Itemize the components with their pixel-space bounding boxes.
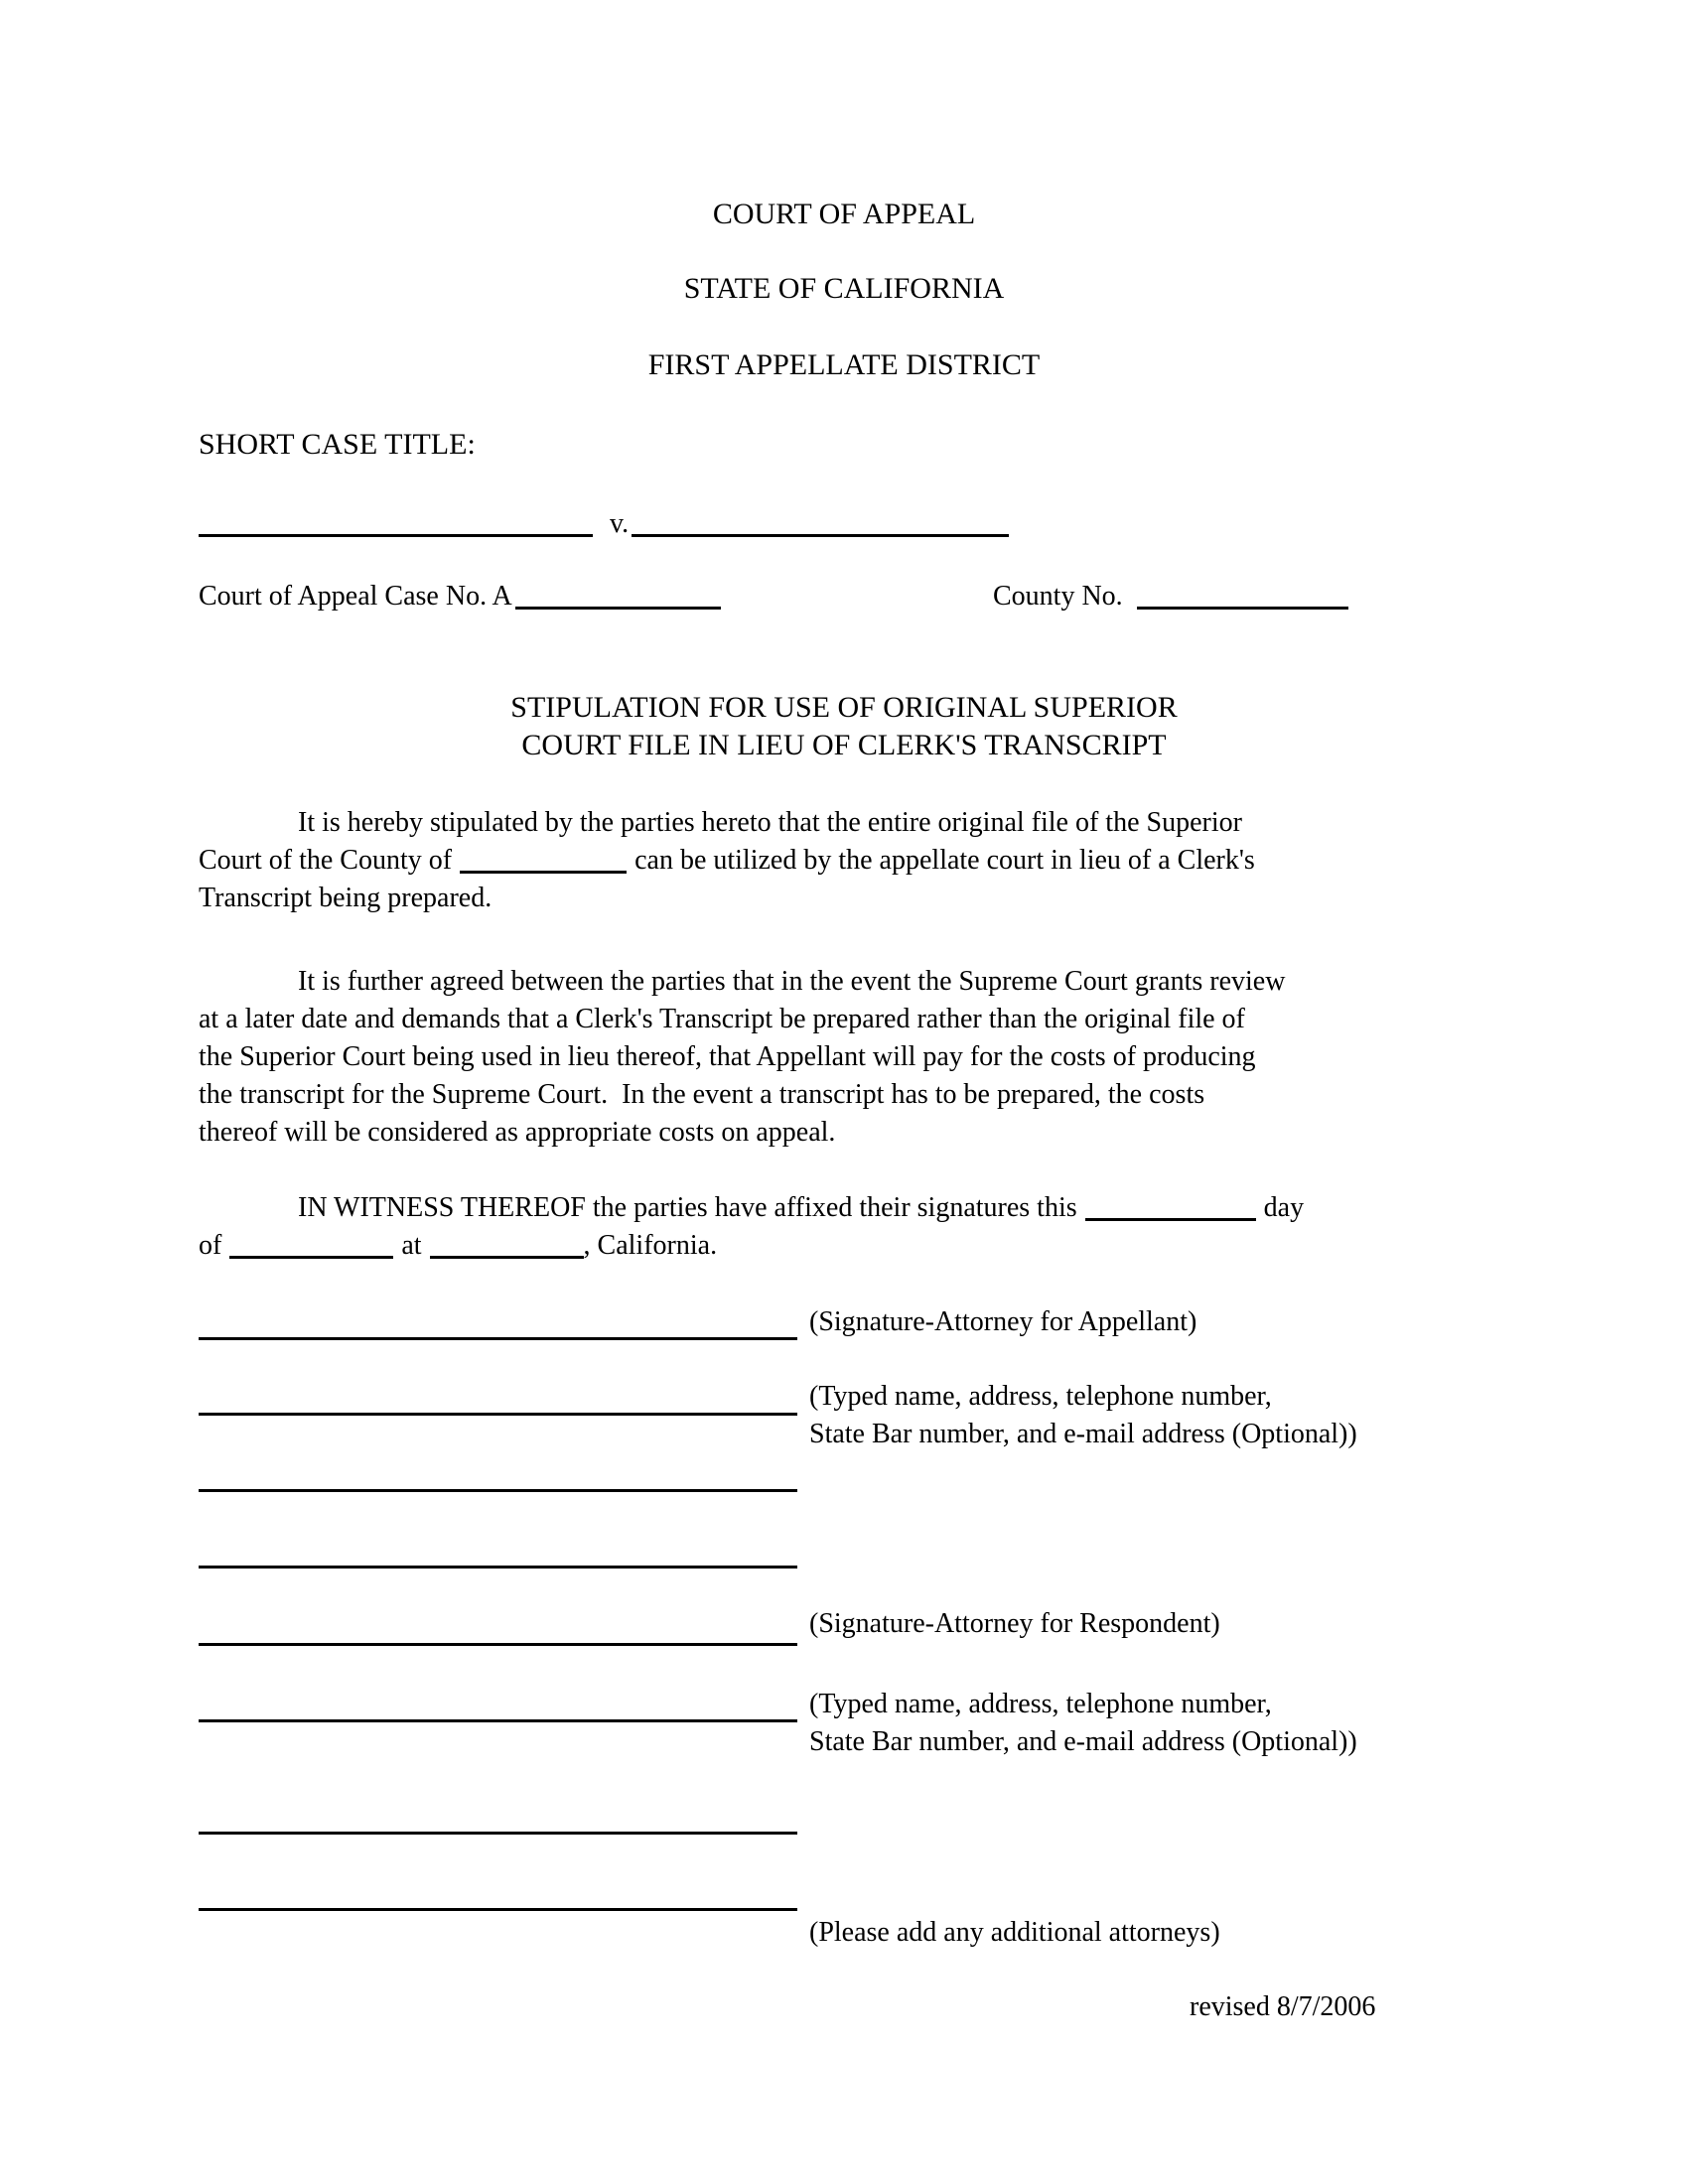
appellant-extra-info-line-2 bbox=[199, 1566, 797, 1569]
paragraph2-line3: the Superior Court being used in lieu thereof, that Appellant will pay for the costs of producing bbox=[199, 1041, 1256, 1072]
appellant-typed-info-label bbox=[809, 1378, 1357, 1453]
appellant-signature-label: (Signature-Attorney for Appellant) bbox=[809, 1306, 1197, 1337]
appeal-case-number-group bbox=[199, 578, 721, 615]
city-blank bbox=[430, 1255, 584, 1259]
typed-info-label-line2: State Bar number, and e-mail address (Optional)) bbox=[809, 1726, 1357, 1757]
witness-clause-line2 bbox=[199, 1227, 717, 1265]
county-number-blank bbox=[1137, 606, 1348, 610]
additional-attorney-line-2 bbox=[199, 1908, 797, 1911]
respondent-typed-info-label bbox=[809, 1686, 1357, 1761]
appellant-extra-info-line-1 bbox=[199, 1489, 797, 1492]
witness-clause-text5: , California. bbox=[583, 1230, 718, 1261]
appellant-name-blank bbox=[199, 533, 593, 537]
form-title-line1: STIPULATION FOR USE OF ORIGINAL SUPERIOR bbox=[510, 691, 1178, 724]
typed-info-label-line2: State Bar number, and e-mail address (Optional)) bbox=[809, 1419, 1357, 1449]
appeal-case-number-blank bbox=[515, 606, 721, 610]
witness-clause-text4: at bbox=[401, 1230, 422, 1261]
court-of-appeal-heading: COURT OF APPEAL bbox=[712, 198, 976, 230]
typed-info-label-line1: (Typed name, address, telephone number, bbox=[809, 1689, 1272, 1719]
respondent-typed-info-line bbox=[199, 1719, 797, 1722]
short-case-title-label: SHORT CASE TITLE: bbox=[199, 428, 476, 461]
county-name-blank bbox=[460, 870, 627, 874]
versus-label: v. bbox=[610, 508, 630, 539]
paragraph1-line2-text-before: Court of the County of bbox=[199, 845, 453, 876]
witness-clause-text3: of bbox=[199, 1230, 222, 1261]
paragraph1-line2-text-after: can be utilized by the appellate court in lieu of a Clerk's bbox=[634, 845, 1255, 876]
respondent-signature-line bbox=[199, 1643, 797, 1646]
month-blank bbox=[229, 1255, 393, 1259]
additional-attorney-line-1 bbox=[199, 1832, 797, 1835]
state-of-california-heading: STATE OF CALIFORNIA bbox=[683, 272, 1005, 305]
paragraph1-line1: It is hereby stipulated by the parties hereto that the entire original file of the Superior bbox=[298, 807, 1242, 838]
additional-attorneys-label: (Please add any additional attorneys) bbox=[809, 1917, 1220, 1948]
paragraph2-line2: at a later date and demands that a Clerk's Transcript be prepared rather than the original file of bbox=[199, 1004, 1245, 1034]
appellant-signature-line bbox=[199, 1337, 797, 1340]
day-blank bbox=[1085, 1217, 1256, 1221]
paragraph1-line2 bbox=[199, 842, 1255, 880]
witness-clause-text2: day bbox=[1263, 1192, 1305, 1223]
paragraph2-line4: the transcript for the Supreme Court. In the event a transcript has to be prepared, the costs bbox=[199, 1079, 1205, 1110]
paragraph2-line1: It is further agreed between the parties that in the event the Supreme Court grants review bbox=[298, 966, 1286, 997]
witness-clause-line1 bbox=[298, 1189, 1304, 1227]
respondent-name-blank bbox=[632, 533, 1009, 537]
paragraph2-line5: thereof will be considered as appropriate costs on appeal. bbox=[199, 1117, 836, 1148]
county-number-label: County No. bbox=[993, 581, 1123, 612]
paragraph1-line3: Transcript being prepared. bbox=[199, 883, 492, 913]
witness-clause-text1: IN WITNESS THEREOF the parties have affixed their signatures this bbox=[298, 1192, 1077, 1223]
form-title-line2: COURT FILE IN LIEU OF CLERK'S TRANSCRIPT bbox=[521, 729, 1167, 761]
appellate-district-heading: FIRST APPELLATE DISTRICT bbox=[647, 348, 1041, 381]
county-number-group bbox=[993, 578, 1348, 615]
appeal-case-number-label: Court of Appeal Case No. A bbox=[199, 581, 512, 612]
case-title-row bbox=[199, 505, 1009, 543]
appellant-typed-info-line bbox=[199, 1413, 797, 1416]
revision-note: revised 8/7/2006 bbox=[1190, 1991, 1376, 2022]
respondent-signature-label: (Signature-Attorney for Respondent) bbox=[809, 1608, 1220, 1639]
typed-info-label-line1: (Typed name, address, telephone number, bbox=[809, 1381, 1272, 1412]
